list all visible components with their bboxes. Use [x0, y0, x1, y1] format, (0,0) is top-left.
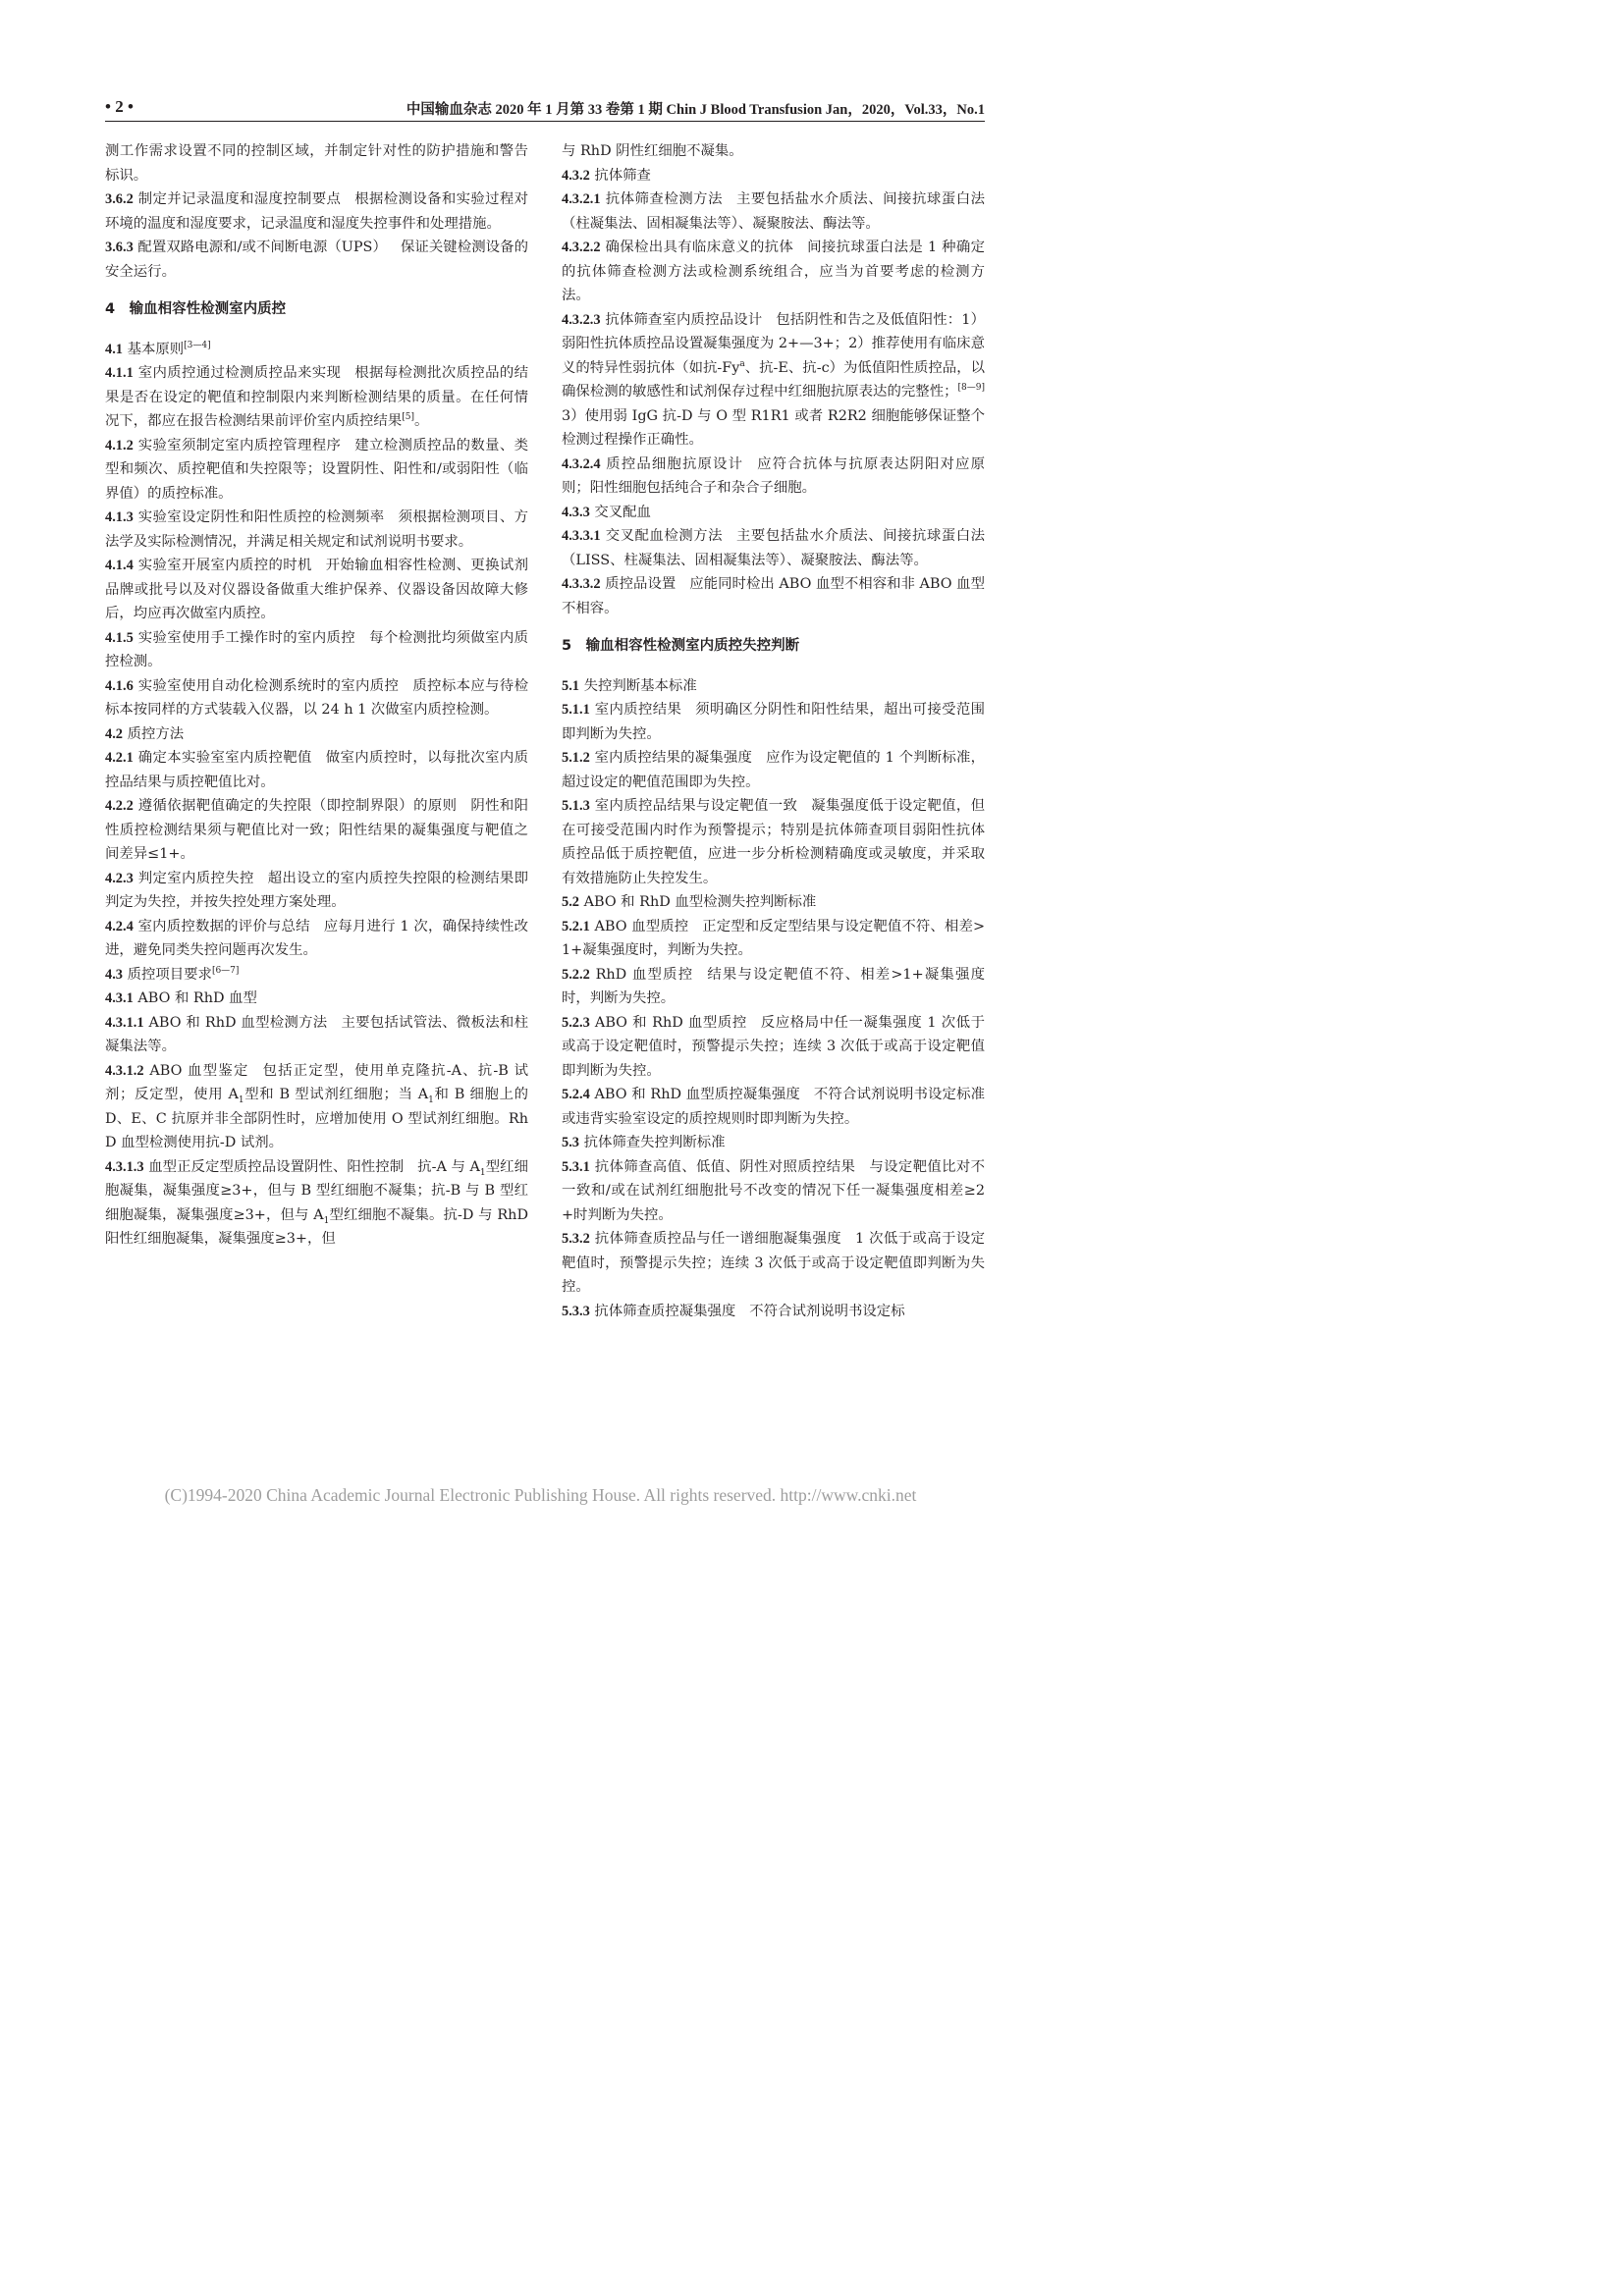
paragraph: 测工作需求设置不同的控制区域，并制定针对性的防护措施和警告标识。	[105, 143, 528, 184]
citation: [6—7]	[211, 965, 240, 976]
paragraph: 4.3.3.2 质控品设置 应能同时检出 ABO 血型不相容和非 ABO 血型不相容。	[562, 576, 985, 616]
paragraph: 5.2.3 ABO 和 RhD 血型质控 反应格局中任一凝集强度 1 次低于或高于设定靶值时，预警提示失控；连续 3 次低于或高于设定靶值即判断为失控。	[562, 1014, 985, 1079]
paragraph: 与 RhD 阴性红细胞不凝集。	[562, 143, 743, 159]
paragraph: 4.3.1.2 ABO 血型鉴定 包括正定型，使用单克隆抗-A、抗-B 试剂；反定型，使用 $A_1$型和 B 型试剂红细胞；当 $A_1$和 B 细胞上的 D、E、C 抗原并非全部阴性时，应增加使用 O 型试剂红细胞。RhD 血型检测使用抗-D 试剂。	[105, 1062, 528, 1150]
paragraph: 5.3.2 抗体筛查质控品与任一谱细胞凝集强度 1 次低于或高于设定靶值时，预警提示失控；连续 3 次低于或高于设定靶值即判断为失控。	[562, 1231, 985, 1295]
paragraph: 4.1.6 实验室使用自动化检测系统时的室内质控 质控标本应与待检标本按同样的方式装载入仪器，以 24 h 1 次做室内质控检测。	[105, 677, 528, 718]
paragraph: 4.3.2.1 抗体筛查检测方法 主要包括盐水介质法、间接抗球蛋白法（柱凝集法、固相凝集法等）、凝聚胺法、酶法等。	[562, 191, 985, 232]
paragraph: 4.2.1 确定本实验室室内质控靶值 做室内质控时，以每批次室内质控品结果与质控靶值比对。	[105, 750, 528, 790]
section-heading: 4 输血相容性检测室内质控	[105, 301, 287, 317]
paragraph: 4.1.5 实验室使用手工操作时的室内质控 每个检测批均须做室内质控检测。	[105, 629, 528, 669]
paragraph: 5.3.3 抗体筛查质控凝集强度 不符合试剂说明书设定标	[562, 1303, 905, 1319]
paragraph: 5.1.3 室内质控品结果与设定靶值一致 凝集强度低于设定靶值，但在可接受范围内时作为预警提示；特别是抗体筛查项目弱阳性抗体质控品低于质控靶值，应进一步分析检测精确度或灵敏度，并采取有效措施防止失控发生。	[562, 798, 985, 886]
subsection-heading: 4.3 质控项目要求[6—7]	[105, 965, 240, 983]
subsection-heading: 4.3.1 ABO 和 RhD 血型	[105, 990, 257, 1006]
page-number: • 2 •	[105, 97, 134, 116]
paragraph: 4.3.2.4 质控品细胞抗原设计 应符合抗体与抗原表达阴阳对应原则；阳性细胞包括纯合子和杂合子细胞。	[562, 455, 985, 496]
paragraph: 3.6.3 配置双路电源和/或不间断电源（UPS） 保证关键检测设备的安全运行。	[105, 240, 528, 280]
paragraph: 4.3.2.2 确保检出具有临床意义的抗体 间接抗球蛋白法是 1 种确定的抗体筛查检测方法或检测系统组合，应当为首要考虑的检测方法。	[562, 240, 985, 303]
subsection-heading: 4.2 质控方法	[105, 725, 185, 742]
paragraph: 4.1.2 实验室须制定室内质控管理程序 建立检测质控品的数量、类型和频次、质控靶值和失控限等；设置阴性、阳性和/或弱阳性（临界值）的质控标准。	[105, 437, 528, 502]
subsection-heading: 4.3.2 抗体筛查	[562, 167, 651, 184]
subsection-heading: 4.1 基本原则[3—4]	[105, 340, 211, 357]
paragraph: 5.3.1 抗体筛查高值、低值、阴性对照质控结果 与设定靶值比对不一致和/或在试剂红细胞批号不改变的情况下任一凝集强度相差≥2+时判断为失控。	[562, 1158, 985, 1223]
citation: [3—4]	[184, 340, 211, 350]
paragraph: 4.2.4 室内质控数据的评价与总结 应每月进行 1 次，确保持续性改进，避免同类失控问题再次发生。	[105, 918, 528, 958]
paragraph: 5.1.1 室内质控结果 须明确区分阴性和阳性结果，超出可接受范围即判断为失控。	[562, 702, 985, 742]
subsection-heading: 5.2 ABO 和 RhD 血型检测失控判断标准	[562, 894, 817, 910]
paragraph: 5.2.1 ABO 血型质控 正定型和反定型结果与设定靶值不符、相差>1+凝集强度时，判断为失控。	[562, 918, 986, 958]
left-column	[105, 139, 528, 1252]
paragraph: 5.1.2 室内质控结果的凝集强度 应作为设定靶值的 1 个判断标准，超过设定的靶值范围即为失控。	[562, 750, 985, 790]
paragraph: 4.1.4 实验室开展室内质控的时机 开始输血相容性检测、更换试剂品牌或批号以及对仪器设备做重大维护保养、仪器设备因故障大修后，均应再次做室内质控。	[105, 558, 528, 621]
subsection-heading: 4.3.3 交叉配血	[562, 504, 651, 520]
paragraph: 4.3.3.1 交叉配血检测方法 主要包括盐水介质法、间接抗球蛋白法（LISS、柱凝集法、固相凝集法等）、凝聚胺法、酶法等。	[562, 528, 985, 568]
journal-citation: 中国输血杂志 2020 年 1 月第 33 卷第 1 期 Chin J Blood Transfusion Jan，2020，Vol.33，No.1	[406, 102, 985, 118]
paragraph: 3.6.2 制定并记录温度和湿度控制要点 根据检测设备和实验过程对环境的温度和湿度要求，记录温度和湿度失控事件和处理措施。	[105, 191, 528, 232]
citation: [5]	[402, 412, 414, 423]
paragraph: 4.1.3 实验室设定阴性和阳性质控的检测频率 须根据检测项目、方法学及实际检测情况，并满足相关规定和试剂说明书要求。	[105, 509, 528, 550]
right-column	[562, 139, 985, 1323]
paragraph: 4.2.3 判定室内质控失控 超出设立的室内质控失控限的检测结果即判定为失控，并按失控处理方案处理。	[105, 870, 528, 910]
running-header	[105, 95, 985, 122]
paragraph: 5.2.2 RhD 血型质控 结果与设定靶值不符、相差>1+凝集强度时，判断为失控。	[562, 966, 985, 1006]
section-heading: 5 输血相容性检测室内质控失控判断	[562, 638, 800, 654]
paragraph: 4.3.1.3 血型正反定型质控品设置阴性、阳性控制 抗-A 与 $A_1$型红细胞凝集，凝集强度≥3+，但与 B 型红细胞不凝集；抗-B 与 B 型红细胞凝集，凝集强度≥3+，但与 $A_1$型红细胞不凝集。抗-D 与 RhD 阳性红细胞凝集，凝集强度≥3+，但	[105, 1158, 528, 1247]
paragraph: 4.2.2 遵循依据靶值确定的失控限（即控制界限）的原则 阴性和阳性质控检测结果须与靶值比对一致；阳性结果的凝集强度与靶值之间差异≤1+。	[105, 798, 528, 862]
copyright-footer: (C)1994-2020 China Academic Journal Electronic Publishing House. All rights reserved. http://www.cnki.net	[164, 1485, 917, 1505]
subsection-heading: 5.3 抗体筛查失控判断标准	[562, 1135, 726, 1150]
paragraph: 4.3.2.3 抗体筛查室内质控品设计 包括阴性和告之及低值阳性：1）弱阳性抗体质控品设置凝集强度为 2+—3+；2）推荐使用有临床意义的特异性弱抗体（如抗-Fy$^a$、抗-E、抗-c）为低值阳性质控品，以确保检测的敏感性和试剂保存过程中红细胞抗原表达的完整性；[8—9] 3）使用弱 IgG 抗-D 与 O 型 R1R1 或者 R2R2 细胞能够保证整个检测过程操作正确性。	[562, 311, 985, 448]
subsection-heading: 5.1 失控判断基本标准	[562, 677, 697, 694]
paragraph: 5.2.4 ABO 和 RhD 血型质控凝集强度 不符合试剂说明书设定标准或违背实验室设定的质控规则时即判断为失控。	[562, 1087, 985, 1127]
paragraph: 4.3.1.1 ABO 和 RhD 血型检测方法 主要包括试管法、微板法和柱凝集法等。	[105, 1014, 528, 1054]
paragraph: 4.1.1 室内质控通过检测质控品来实现 根据每检测批次质控品的结果是否在设定的靶值和控制限内来判断检测结果的质量。在任何情况下，都应在报告检测结果前评价室内质控结果[5]。	[105, 365, 528, 429]
citation: [8—9]	[957, 383, 985, 394]
